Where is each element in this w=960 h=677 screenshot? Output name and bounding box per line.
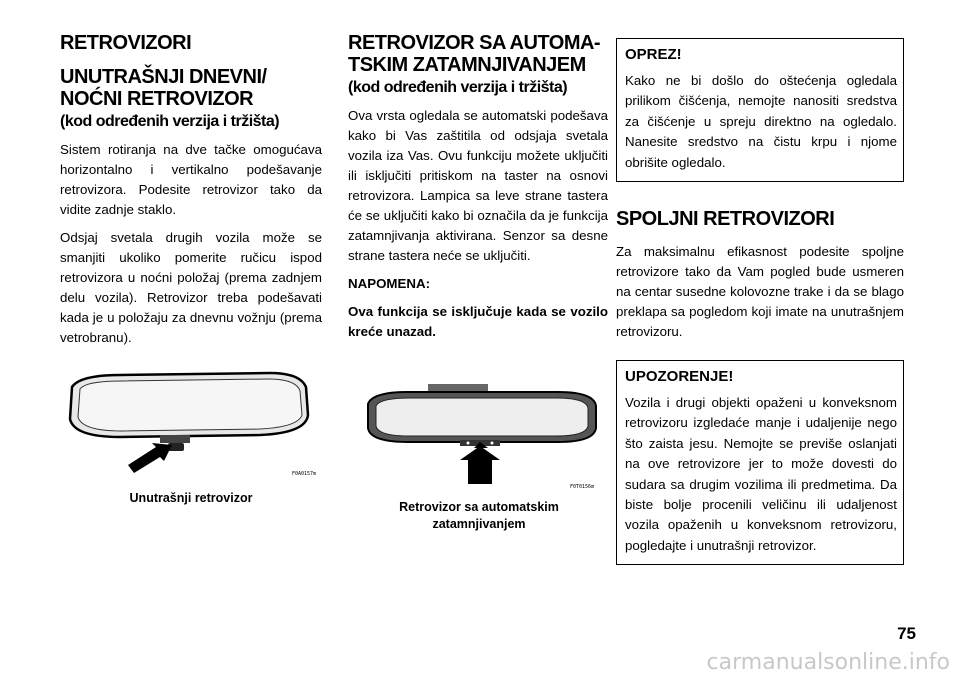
section-title-auto-dimming-line2: TSKIM ZATAMNJIVANJEM: [348, 54, 586, 76]
warning-box: [616, 360, 904, 565]
column-right: [616, 38, 904, 565]
figure-caption-interior: Unutrašnji retrovizor: [129, 491, 253, 505]
figure-caption-auto-dimming-line1: Retrovizor sa automatskim: [399, 500, 559, 514]
napomena-text: Ova funkcija se isključuje kada se vozilo kreće unazad.: [348, 304, 608, 339]
figure-caption-auto-dimming-line2: zatamnjivanjem: [432, 517, 526, 531]
figure-caption-auto-dimming: [348, 499, 610, 533]
caution-text: Kako ne bi došlo do oštećenja ogledala prilikom čišćenja, nemojte nanositi sredstva za čišćenje u spreju direktno na ogledalo. Nanesite sredstvo na čistu krpu i njome obrišite ogledalo.: [625, 73, 897, 170]
subsection-title-line1: UNUTRAŠNJI DNEVNI/: [60, 66, 267, 88]
warning-title: UPOZORENJE!: [625, 368, 734, 386]
subsection-title-line2: NOĆNI RETROVIZOR: [60, 88, 254, 110]
column-left: [60, 32, 322, 348]
svg-text:F0A0157m: F0A0157m: [292, 471, 317, 477]
paragraph-auto-dimming: Ova vrsta ogledala se automatski podešava kako bi Vas zaštitila od odsjaja svetala vozila iza Vas. Ovu funkciju možete uključiti ili isključiti pritiskom na taster na osnovi retrovizora. Lampica sa leve strane tastera će se uključiti kako bi označila da je funkcija zatamnjivanja aktivirana. Senzor sa desne strane tastera neće se uključiti.: [348, 108, 608, 263]
section-title-auto-dimming-line1: RETROVIZOR SA AUTOMA-: [348, 32, 601, 54]
section-title-spoljni: SPOLJNI RETROVIZORI: [616, 208, 835, 231]
section-title-retrovizori: RETROVIZORI: [60, 32, 192, 54]
figure-auto-dimming-mirror: [348, 384, 610, 494]
paragraph-rotation: Sistem rotiranja na dve tačke omogućava horizontalno i vertikalno podešavanje retrovizora. Podesite retrovizor tako da vidite zadnje staklo.: [60, 142, 322, 217]
paragraph-spoljni: Za maksimalnu efikasnost podesite spoljne retrovizore tako da Vam pogled bude usmeren na centar susedne kolovozne trake i da se blago preklapa sa pogledom koji imate na unutrašnjem retrovizoru.: [616, 244, 904, 340]
page-number: 75: [897, 624, 916, 643]
section-note-auto-dimming: (kod određenih verzija i tržišta): [348, 79, 568, 96]
paragraph-night-mode: Odsjaj svetala drugih vozila može se smanjiti ukoliko pomerite ručicu ispod retrovizora u noćni položaj (prema zadnjem delu vozila). Retrovizor treba podešavati kada je u položaju za dnevnu vožnju (prema vetrobranu).: [60, 230, 322, 345]
warning-text: Vozila i drugi objekti opaženi u konveksnom retrovizoru izgledaće manje i udaljenije nego što zaista jesu. Nemojte se previše oslanjati na ove retrovizore jer to može dovesti do sudara sa drugim vozilima ili predmetima. Da biste bolje procenili veličinu ili udaljenost vozila opaženih u konveksnom retrovizoru, pogledajte i unutrašnji retrovizor.: [625, 395, 897, 553]
column-middle: [348, 32, 608, 342]
napomena-label: NAPOMENA:: [348, 276, 430, 291]
svg-text:F0T0156m: F0T0156m: [570, 484, 595, 490]
caution-title: OPREZ!: [625, 46, 682, 63]
interior-mirror-illustration: [60, 365, 322, 485]
auto-dimming-mirror-illustration: [348, 384, 610, 494]
figure-interior-mirror: [60, 365, 322, 485]
subsection-note: (kod određenih verzija i tržišta): [60, 113, 280, 130]
caution-box: [616, 38, 904, 182]
watermark: carmanualsonline.info: [706, 650, 950, 675]
